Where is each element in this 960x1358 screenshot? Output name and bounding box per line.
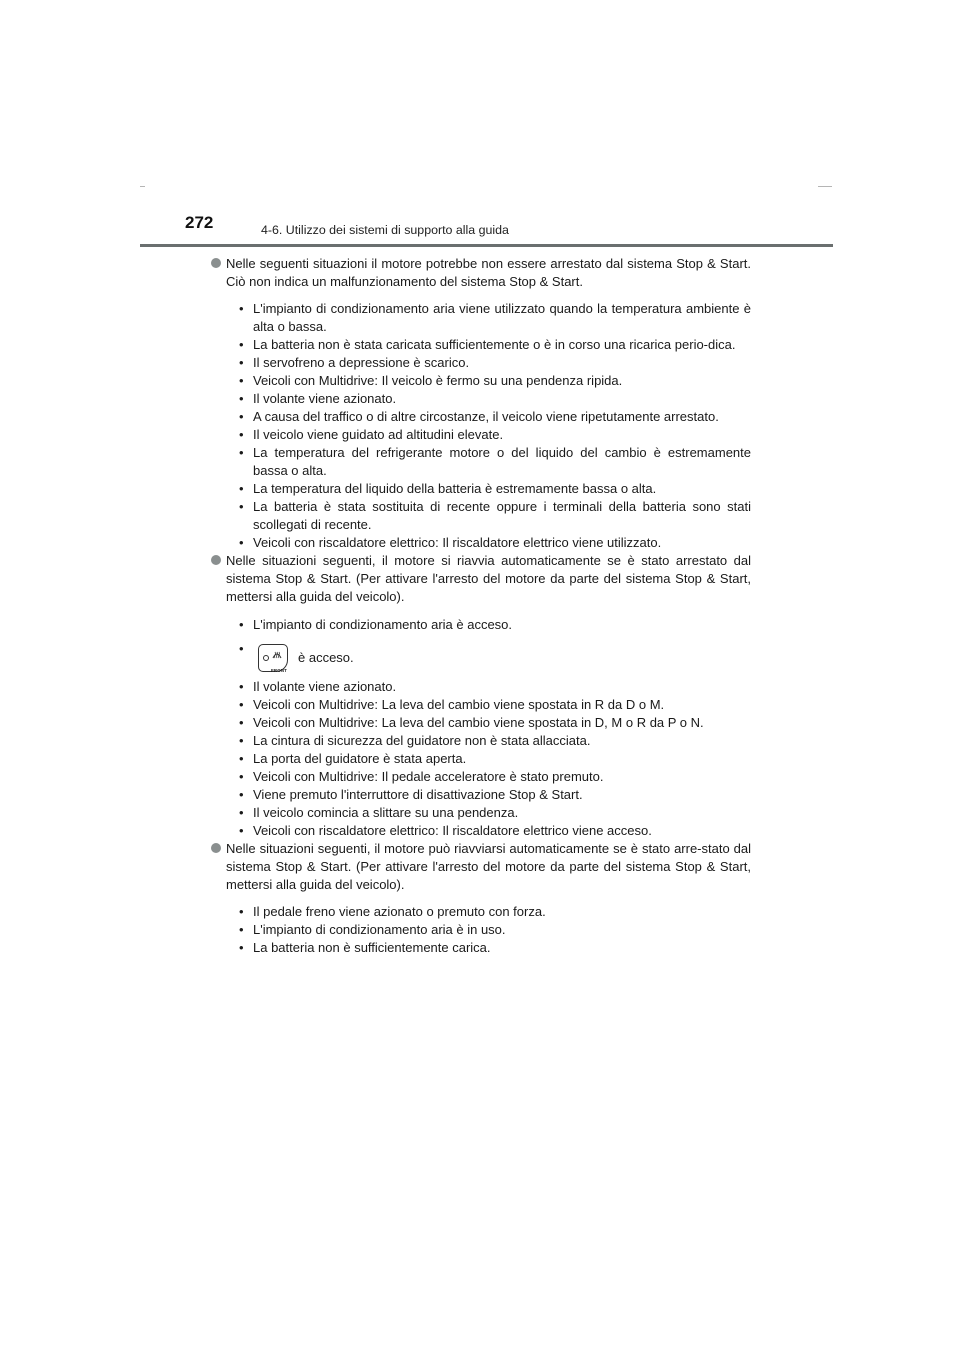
section-text: Nelle situazioni seguenti, il motore si riavvia automaticamente se è stato arrestato dal sistema Stop & Start. (Per attivare l'arresto del motore da parte del sistema Stop & Start, mettersi alla guida del veicolo). bbox=[226, 553, 751, 604]
section-title: 4-6. Utilizzo dei sistemi di supporto alla guida bbox=[261, 223, 509, 237]
list-item: • A causa del traffico o di altre circostanze, il veicolo viene ripetutamente arrestato. bbox=[226, 408, 751, 426]
section-no-stop bbox=[226, 255, 751, 552]
list-item: • Viene premuto l'interruttore di disattivazione Stop & Start. bbox=[226, 786, 751, 804]
indicator-light-icon bbox=[263, 655, 269, 661]
list-item: • Veicoli con riscaldatore elettrico: Il riscaldatore elettrico viene acceso. bbox=[226, 822, 751, 840]
list-item: • Il servofreno a depressione è scarico. bbox=[226, 354, 751, 372]
header-rule bbox=[140, 244, 833, 247]
section-paragraph bbox=[226, 840, 751, 894]
list-item: • La porta del guidatore è stata aperta. bbox=[226, 750, 751, 768]
list-item: • Veicoli con Multidrive: Il pedale acceleratore è stato premuto. bbox=[226, 768, 751, 786]
list-item: • La batteria è stata sostituita di recente oppure i terminali della batteria sono stati scollegati di recente. bbox=[226, 498, 751, 534]
list-item: • La batteria non è stata caricata sufficientemente o è in corso una ricarica perio-dica. bbox=[226, 336, 751, 354]
section-paragraph bbox=[226, 255, 751, 291]
list-item: • Veicoli con Multidrive: La leva del cambio viene spostata in R da D o M. bbox=[226, 696, 751, 714]
section-text: Nelle seguenti situazioni il motore potrebbe non essere arrestato dal sistema Stop & Start. Ciò non indica un malfunzionamento del sistema Stop & Start. bbox=[226, 256, 751, 289]
list-item: • La temperatura del refrigerante motore o del liquido del cambio è estremamente bassa o alta. bbox=[226, 444, 751, 480]
list-item: • Veicoli con Multidrive: La leva del cambio viene spostata in D, M o R da P o N. bbox=[226, 714, 751, 732]
list-item-with-icon bbox=[226, 640, 751, 678]
list-item: • Veicoli con riscaldatore elettrico: Il riscaldatore elettrico viene utilizzato. bbox=[226, 534, 751, 552]
condition-list bbox=[226, 616, 751, 840]
list-item: • La temperatura del liquido della batteria è estremamente bassa o alta. bbox=[226, 480, 751, 498]
section-may-restart bbox=[226, 840, 751, 957]
list-item: • Il veicolo comincia a slittare su una pendenza. bbox=[226, 804, 751, 822]
list-item: • Il volante viene azionato. bbox=[226, 678, 751, 696]
crop-mark-left bbox=[140, 186, 145, 187]
list-item: • Il pedale freno viene azionato o premuto con forza. bbox=[226, 903, 751, 921]
list-item: • La cintura di sicurezza del guidatore non è stata allacciata. bbox=[226, 732, 751, 750]
list-item: • La batteria non è sufficientemente carica. bbox=[226, 939, 751, 957]
page-number: 272 bbox=[185, 213, 214, 232]
bullet-dot-icon bbox=[211, 843, 221, 853]
condition-list bbox=[226, 300, 751, 552]
page-content bbox=[226, 255, 751, 957]
list-item: • L'impianto di condizionamento aria viene utilizzato quando la temperatura ambiente è alta o bassa. bbox=[226, 300, 751, 336]
condition-list bbox=[226, 903, 751, 957]
section-paragraph bbox=[226, 552, 751, 606]
crop-mark-right bbox=[818, 186, 832, 187]
section-restart bbox=[226, 552, 751, 840]
bullet-dot-icon bbox=[211, 555, 221, 565]
list-item: • Il volante viene azionato. bbox=[226, 390, 751, 408]
bullet-dot-icon bbox=[211, 258, 221, 268]
front-defroster-switch-icon bbox=[258, 644, 288, 672]
icon-item-text: è acceso. bbox=[298, 650, 354, 665]
icon-label: • FRONT bbox=[271, 668, 287, 673]
list-item: • L'impianto di condizionamento aria è in uso. bbox=[226, 921, 751, 939]
list-item: • Il veicolo viene guidato ad altitudini elevate. bbox=[226, 426, 751, 444]
section-text: Nelle situazioni seguenti, il motore può riavviarsi automaticamente se è stato arre-stato dal sistema Stop & Start. (Per attivare l'arresto del motore da parte del sistema Stop & Start, mettersi alla guida del veicolo). bbox=[226, 841, 751, 892]
list-item: • Veicoli con Multidrive: Il veicolo è fermo su una pendenza ripida. bbox=[226, 372, 751, 390]
defroster-symbol-icon bbox=[272, 649, 282, 661]
list-item: • L'impianto di condizionamento aria è acceso. bbox=[226, 616, 751, 634]
page-header bbox=[185, 213, 835, 247]
